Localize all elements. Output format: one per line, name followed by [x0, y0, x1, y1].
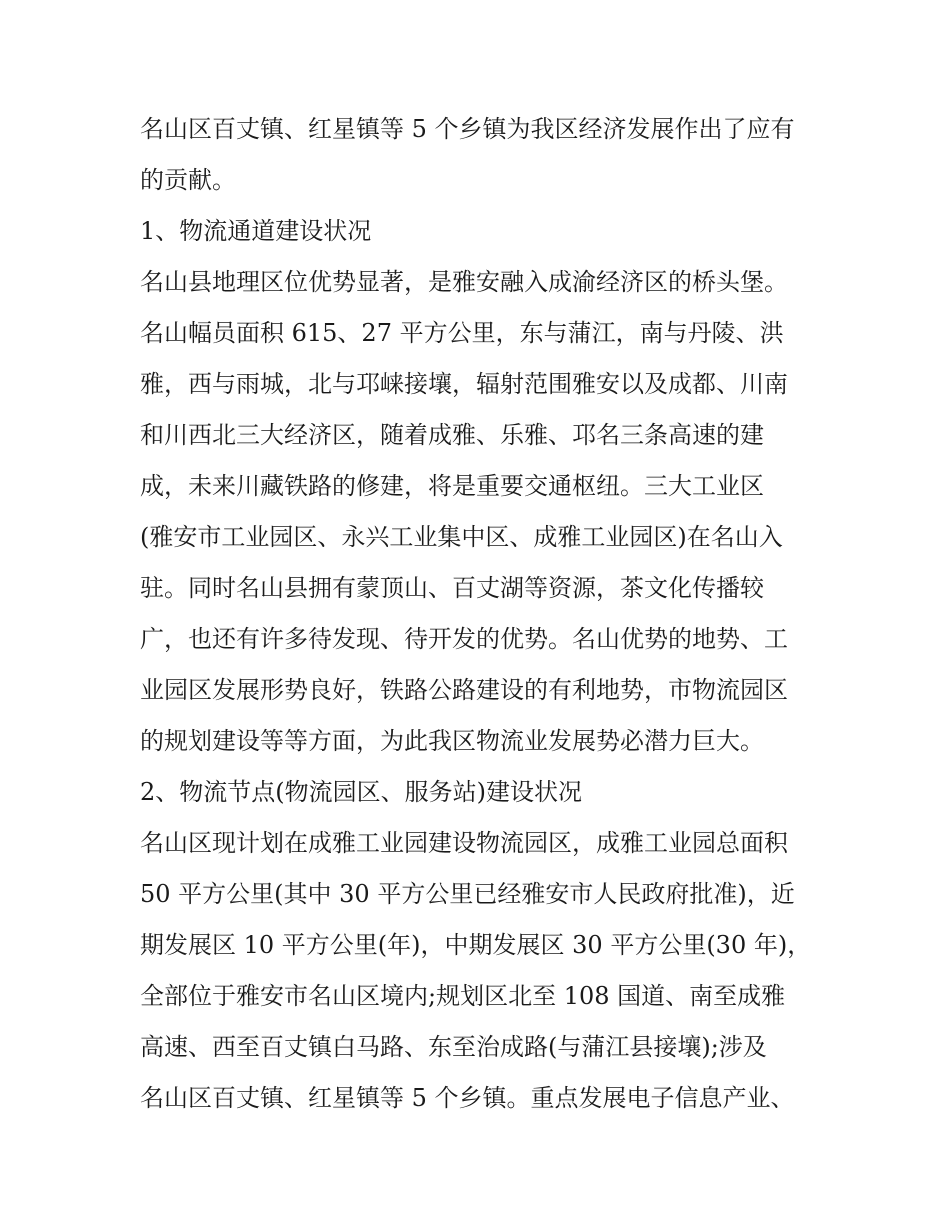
section-heading: 1、物流通道建设状况 — [140, 217, 372, 245]
section-heading: 2、物流节点(物流园区、服务站)建设状况 — [140, 778, 582, 806]
text-line: 广，也还有许多待发现、待开发的优势。名山优势的地势、工 — [140, 625, 788, 653]
text-line: 雅，西与雨城，北与邛崃接壤，辐射范围雅安以及成都、川南 — [140, 370, 788, 398]
text-line: 驻。同时名山县拥有蒙顶山、百丈湖等资源，茶文化传播较 — [140, 574, 764, 602]
text-line: 成，未来川藏铁路的修建，将是重要交通枢纽。三大工业区 — [140, 472, 764, 500]
text-line: 和川西北三大经济区，随着成雅、乐雅、邛名三条高速的建 — [140, 421, 764, 449]
document-body — [140, 104, 820, 1124]
text-line: 的贡献。 — [140, 166, 236, 194]
text-line: (雅安市工业园区、永兴工业集中区、成雅工业园区)在名山入 — [140, 523, 783, 551]
text-line: 高速、西至百丈镇白马路、东至治成路(与蒲江县接壤);涉及 — [140, 1033, 767, 1061]
text-line: 业园区发展形势良好，铁路公路建设的有利地势，市物流园区 — [140, 676, 788, 704]
text-line: 的规划建设等等方面，为此我区物流业发展势必潜力巨大。 — [140, 727, 764, 755]
text-line: 50 平方公里(其中 30 平方公里已经雅安市人民政府批准)，近 — [140, 880, 795, 908]
text-line: 名山幅员面积 615、27 平方公里，东与蒲江，南与丹陵、洪 — [140, 319, 784, 347]
text-line: 名山县地理区位优势显著，是雅安融入成渝经济区的桥头堡。 — [140, 268, 788, 296]
text-line: 名山区百丈镇、红星镇等 5 个乡镇。重点发展电子信息产业、 — [140, 1084, 795, 1112]
text-line: 期发展区 10 平方公里(年)，中期发展区 30 平方公里(30 年)， — [140, 931, 812, 959]
text-line: 名山区现计划在成雅工业园建设物流园区，成雅工业园总面积 — [140, 829, 788, 857]
text-line: 名山区百丈镇、红星镇等 5 个乡镇为我区经济发展作出了应有 — [140, 115, 795, 143]
text-line: 全部位于雅安市名山区境内;规划区北至 108 国道、南至成雅 — [140, 982, 786, 1010]
